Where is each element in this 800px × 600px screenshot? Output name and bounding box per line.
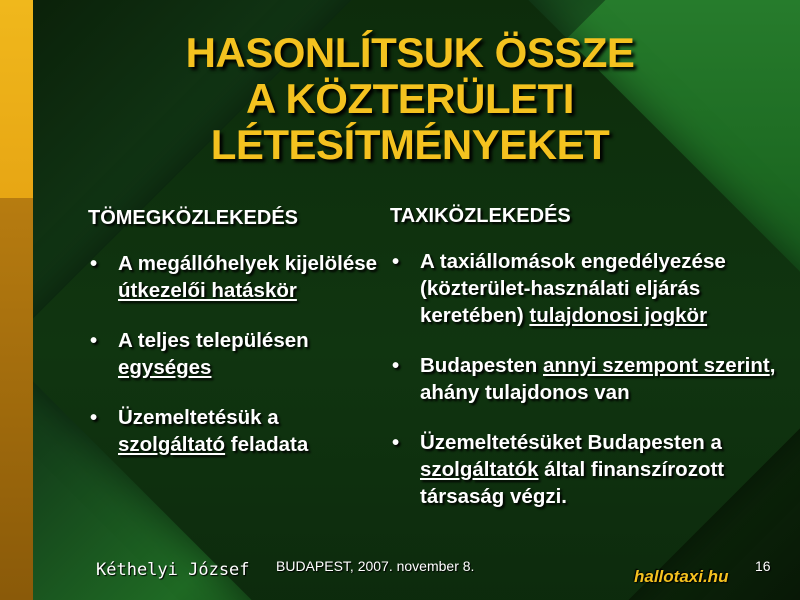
bullet-text: Üzemeltetésüket Budapesten a [420, 431, 722, 454]
underlined-text: szolgáltató [118, 433, 226, 456]
bullet-item [390, 429, 790, 510]
underlined-text: egységes [118, 356, 212, 379]
bullet-text: feladata [225, 433, 309, 456]
page-number: 16 [755, 558, 771, 574]
bullet-item [88, 327, 378, 381]
bullet-text: , ahány tulajdonos van [420, 354, 776, 404]
footer-date: BUDAPEST, 2007. november 8. [276, 558, 475, 574]
underlined-text: annyi szempont szerint [543, 354, 770, 377]
underlined-text: útkezelői hatáskör [118, 279, 297, 302]
title-line-2: A KÖZTERÜLETI [246, 75, 574, 122]
bullet-text: A teljes településen [118, 329, 309, 352]
left-accent-bar-top [0, 0, 33, 198]
bullet-text: Budapesten [420, 354, 544, 377]
bullet-list [390, 248, 790, 510]
bullet-item [88, 404, 378, 458]
title-line-3: LÉTESÍTMÉNYEKET [210, 121, 610, 168]
watermark-logo: hallotaxi.hu [634, 567, 729, 586]
column-heading: TAXIKÖZLEKEDÉS [390, 205, 571, 227]
column-public-transport [88, 205, 378, 481]
slide-title [100, 30, 720, 168]
underlined-text: tulajdonosi jogkör [529, 304, 708, 327]
column-heading: TÖMEGKÖZLEKEDÉS [88, 207, 299, 229]
bullet-item [88, 250, 378, 304]
column-taxi [390, 203, 790, 533]
underlined-text: szolgáltatók [420, 458, 539, 481]
bullet-text: A taxiállomások engedélyezése (közterület-használati eljárás keretében) [420, 250, 726, 327]
title-line-1: HASONLÍTSUK ÖSSZE [185, 29, 635, 76]
bullet-item [390, 248, 790, 329]
bullet-text: által finanszírozott társaság végzi. [420, 458, 725, 508]
footer-author: Kéthelyi József [96, 560, 250, 580]
bullet-item [390, 352, 790, 406]
left-accent-bar-bottom [0, 198, 33, 600]
bullet-text: Üzemeltetésük a [118, 406, 279, 429]
bullet-list [88, 250, 378, 458]
bullet-text: A megállóhelyek kijelölése [118, 252, 378, 275]
